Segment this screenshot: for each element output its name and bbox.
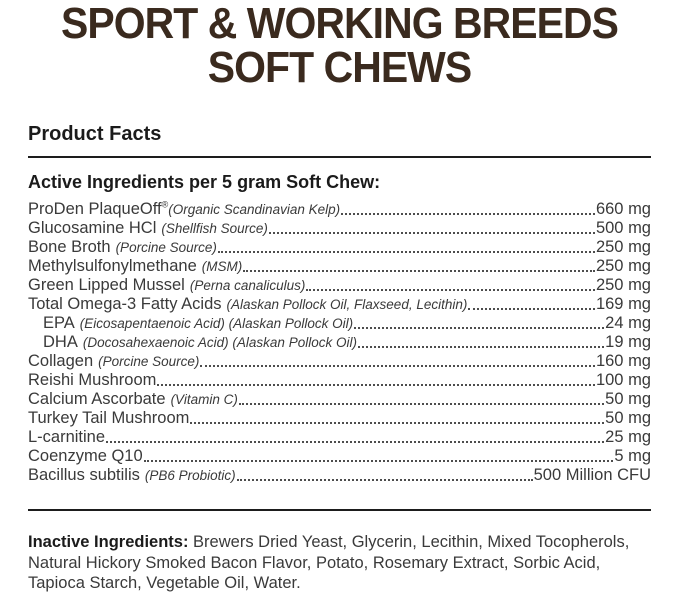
ingredient-qualifier: (Shellfish Source) — [161, 221, 268, 236]
leader-dots — [237, 479, 533, 481]
ingredient-name: Green Lipped Mussel (Perna canaliculus) — [28, 276, 306, 294]
active-ingredients-table — [28, 200, 651, 485]
ingredient-qualifier: (Porcine Source) — [115, 240, 217, 255]
ingredient-row — [28, 428, 651, 447]
ingredient-qualifier: (Organic Scandinavian Kelp) — [168, 202, 341, 217]
leader-dots — [354, 327, 604, 329]
ingredient-qualifier: (Eicosapentaenoic Acid) (Alaskan Pollock Oil) — [79, 316, 354, 331]
ingredient-row — [28, 276, 651, 295]
product-title-line1: SPORT & WORKING BREEDS — [60, 0, 618, 48]
leader-dots — [269, 232, 595, 234]
ingredient-name: Coenzyme Q10 — [28, 447, 143, 465]
ingredient-name: Collagen (Porcine Source) — [28, 352, 200, 370]
ingredient-row — [28, 409, 651, 428]
product-facts-heading: Product Facts — [28, 123, 162, 145]
ingredient-amount: 50 mg — [605, 390, 651, 408]
ingredient-row — [28, 200, 651, 219]
ingredient-row — [28, 371, 651, 390]
ingredient-amount: 250 mg — [595, 257, 651, 275]
ingredient-name: ProDen PlaqueOff®(Organic Scandinavian Kelp) — [28, 199, 341, 218]
ingredient-name: Glucosamine HCl (Shellfish Source) — [28, 219, 268, 237]
leader-dots — [243, 270, 595, 272]
ingredient-row — [28, 352, 651, 371]
ingredient-qualifier: (Alaskan Pollock Oil, Flaxseed, Lecithin) — [226, 297, 468, 312]
ingredient-row — [28, 219, 651, 238]
ingredient-row — [28, 314, 651, 333]
ingredient-amount: 19 mg — [605, 333, 651, 351]
ingredient-row — [28, 257, 651, 276]
ingredient-name: Methylsulfonylmethane (MSM) — [28, 257, 243, 275]
leader-dots — [468, 308, 595, 310]
ingredient-qualifier: (Vitamin C) — [170, 392, 238, 407]
ingredient-amount: 24 mg — [605, 314, 651, 332]
leader-dots — [239, 403, 604, 405]
ingredient-qualifier: (PB6 Probiotic) — [144, 468, 236, 483]
leader-dots — [190, 422, 604, 424]
ingredient-row — [28, 390, 651, 409]
ingredient-amount: 169 mg — [595, 295, 651, 313]
ingredient-amount: 5 mg — [614, 447, 651, 465]
leader-dots — [341, 213, 595, 215]
leader-dots — [218, 251, 595, 253]
ingredient-qualifier: (Porcine Source) — [98, 354, 200, 369]
leader-dots — [106, 441, 604, 443]
ingredient-name: DHA (Docosahexaenoic Acid) (Alaskan Pollock Oil) — [43, 333, 357, 351]
ingredient-name: Bone Broth (Porcine Source) — [28, 238, 217, 256]
ingredient-amount: 500 mg — [595, 219, 651, 237]
leader-dots — [306, 289, 595, 291]
product-title — [24, 2, 655, 90]
leader-dots — [358, 346, 604, 348]
ingredient-amount: 160 mg — [595, 352, 651, 370]
inactive-ingredients-paragraph — [28, 532, 651, 594]
ingredient-name: Bacillus subtilis (PB6 Probiotic) — [28, 466, 236, 484]
ingredient-amount: 660 mg — [595, 200, 651, 218]
inactive-ingredients-text: Brewers Dried Yeast, Glycerin, Lecithin, Mixed Tocopherols, Natural Hickory Smoked Bacon Flavor, Potato, Rosemary Extract, Sorbic Acid, Tapioca Starch, Vegetable Oil, Water. — [28, 533, 630, 592]
ingredient-name: Calcium Ascorbate (Vitamin C) — [28, 390, 238, 408]
ingredient-qualifier: (Perna canaliculus) — [189, 278, 306, 293]
ingredient-row — [28, 466, 651, 485]
ingredient-amount: 25 mg — [605, 428, 651, 446]
ingredient-amount: 250 mg — [595, 276, 651, 294]
divider-bottom — [28, 509, 651, 511]
ingredient-amount: 50 mg — [605, 409, 651, 427]
leader-dots — [157, 384, 595, 386]
leader-dots — [144, 460, 614, 462]
product-facts-panel — [28, 123, 651, 594]
ingredient-amount: 500 Million CFU — [533, 466, 651, 484]
ingredient-name: EPA (Eicosapentaenoic Acid) (Alaskan Pollock Oil) — [43, 314, 354, 332]
ingredient-amount: 100 mg — [595, 371, 651, 389]
inactive-ingredients-label: Inactive Ingredients: — [28, 533, 189, 551]
ingredient-name: L-carnitine — [28, 428, 106, 446]
divider-top — [28, 156, 651, 158]
ingredient-amount: 250 mg — [595, 238, 651, 256]
active-ingredients-heading: Active Ingredients per 5 gram Soft Chew: — [28, 172, 381, 192]
leader-dots — [200, 365, 595, 367]
ingredient-name: Total Omega-3 Fatty Acids (Alaskan Pollock Oil, Flaxseed, Lecithin) — [28, 295, 468, 313]
ingredient-qualifier: (MSM) — [201, 259, 243, 274]
ingredient-row — [28, 333, 651, 352]
ingredient-row — [28, 238, 651, 257]
ingredient-row — [28, 295, 651, 314]
ingredient-name: Reishi Mushroom — [28, 371, 157, 389]
product-title-line2: SOFT CHEWS — [207, 43, 472, 92]
registered-trademark-symbol: ® — [161, 199, 169, 210]
ingredient-row — [28, 447, 651, 466]
ingredient-name: Turkey Tail Mushroom — [28, 409, 190, 427]
ingredient-qualifier: (Docosahexaenoic Acid) (Alaskan Pollock Oil) — [82, 335, 357, 350]
